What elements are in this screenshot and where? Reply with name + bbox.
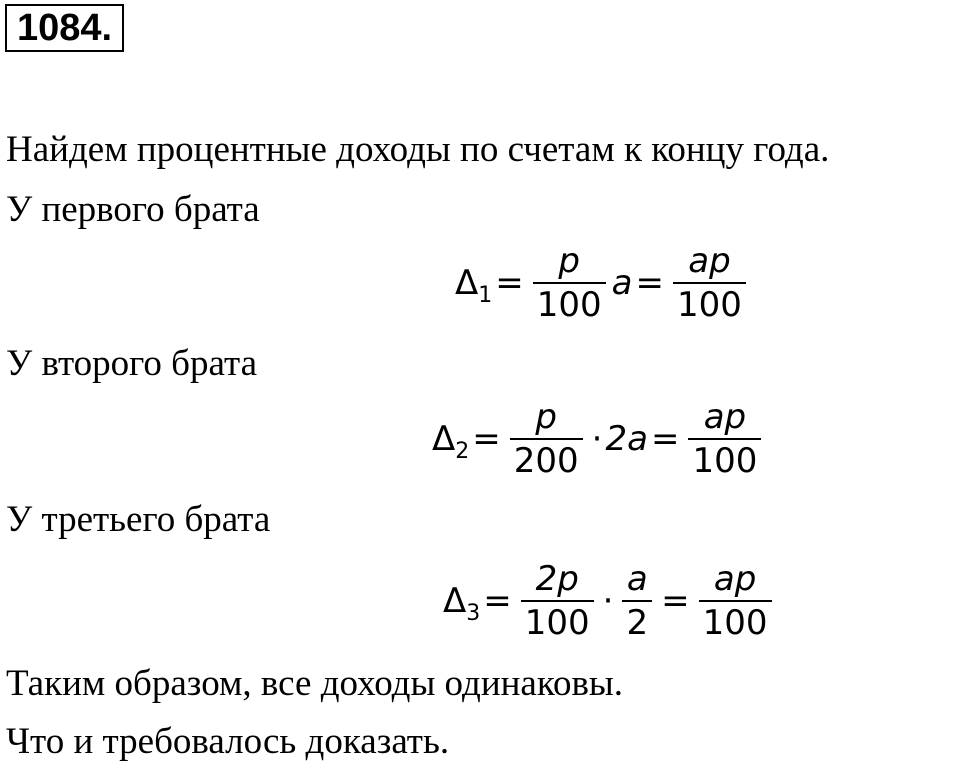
conclusion-text: Таким образом, все доходы одинаковы.	[6, 663, 624, 704]
brother2-label: У второго брата	[6, 343, 258, 384]
formula-brother2	[432, 396, 767, 482]
fraction-denominator: 100	[524, 603, 590, 643]
brother3-label: У третьего брата	[6, 499, 271, 540]
fraction-denominator: 2	[626, 603, 649, 643]
fraction-numerator: a	[626, 559, 648, 599]
fraction-numerator: p	[535, 397, 558, 437]
intro-text: Найдем процентные доходы по счетам к концу года.	[6, 129, 830, 170]
fraction	[688, 396, 761, 482]
qed-text: Что и требовалось доказать.	[6, 721, 450, 762]
equals-sign: =	[472, 419, 501, 459]
multiplier: 2a	[605, 419, 648, 459]
fraction	[521, 558, 594, 644]
fraction	[510, 396, 583, 482]
delta-symbol: Δ	[443, 581, 467, 621]
fraction-numerator: ap	[713, 559, 757, 599]
fraction-denominator: 100	[677, 285, 742, 325]
fraction-denominator: 200	[513, 441, 579, 481]
equals-sign: =	[661, 581, 690, 621]
fraction-denominator: 100	[702, 603, 768, 643]
delta-symbol: Δ	[432, 419, 456, 459]
equals-sign: =	[483, 581, 512, 621]
multiplier: a	[611, 263, 633, 303]
delta-index: 2	[455, 438, 470, 464]
fraction	[699, 558, 772, 644]
fraction	[622, 558, 652, 644]
fraction-numerator: ap	[703, 397, 747, 437]
fraction-denominator: 100	[536, 285, 602, 325]
delta-index: 3	[466, 600, 481, 626]
delta-index: 1	[478, 282, 493, 308]
equals-sign: =	[650, 419, 680, 459]
formula-brother1	[455, 240, 752, 326]
fraction-numerator: 2p	[535, 559, 579, 599]
multiplication-dot: ·	[591, 419, 603, 459]
fraction	[673, 240, 746, 326]
multiplication-dot: ·	[602, 581, 614, 621]
brother1-label: У первого брата	[6, 189, 260, 230]
fraction-denominator: 100	[692, 441, 758, 481]
problem-number: 1084.	[5, 4, 124, 52]
fraction-numerator: ap	[688, 241, 731, 281]
fraction	[533, 240, 606, 326]
formula-brother3	[443, 558, 778, 644]
equals-sign: =	[495, 263, 524, 303]
fraction-numerator: p	[558, 241, 581, 281]
delta-symbol: Δ	[455, 263, 479, 303]
equals-sign: =	[635, 263, 665, 303]
